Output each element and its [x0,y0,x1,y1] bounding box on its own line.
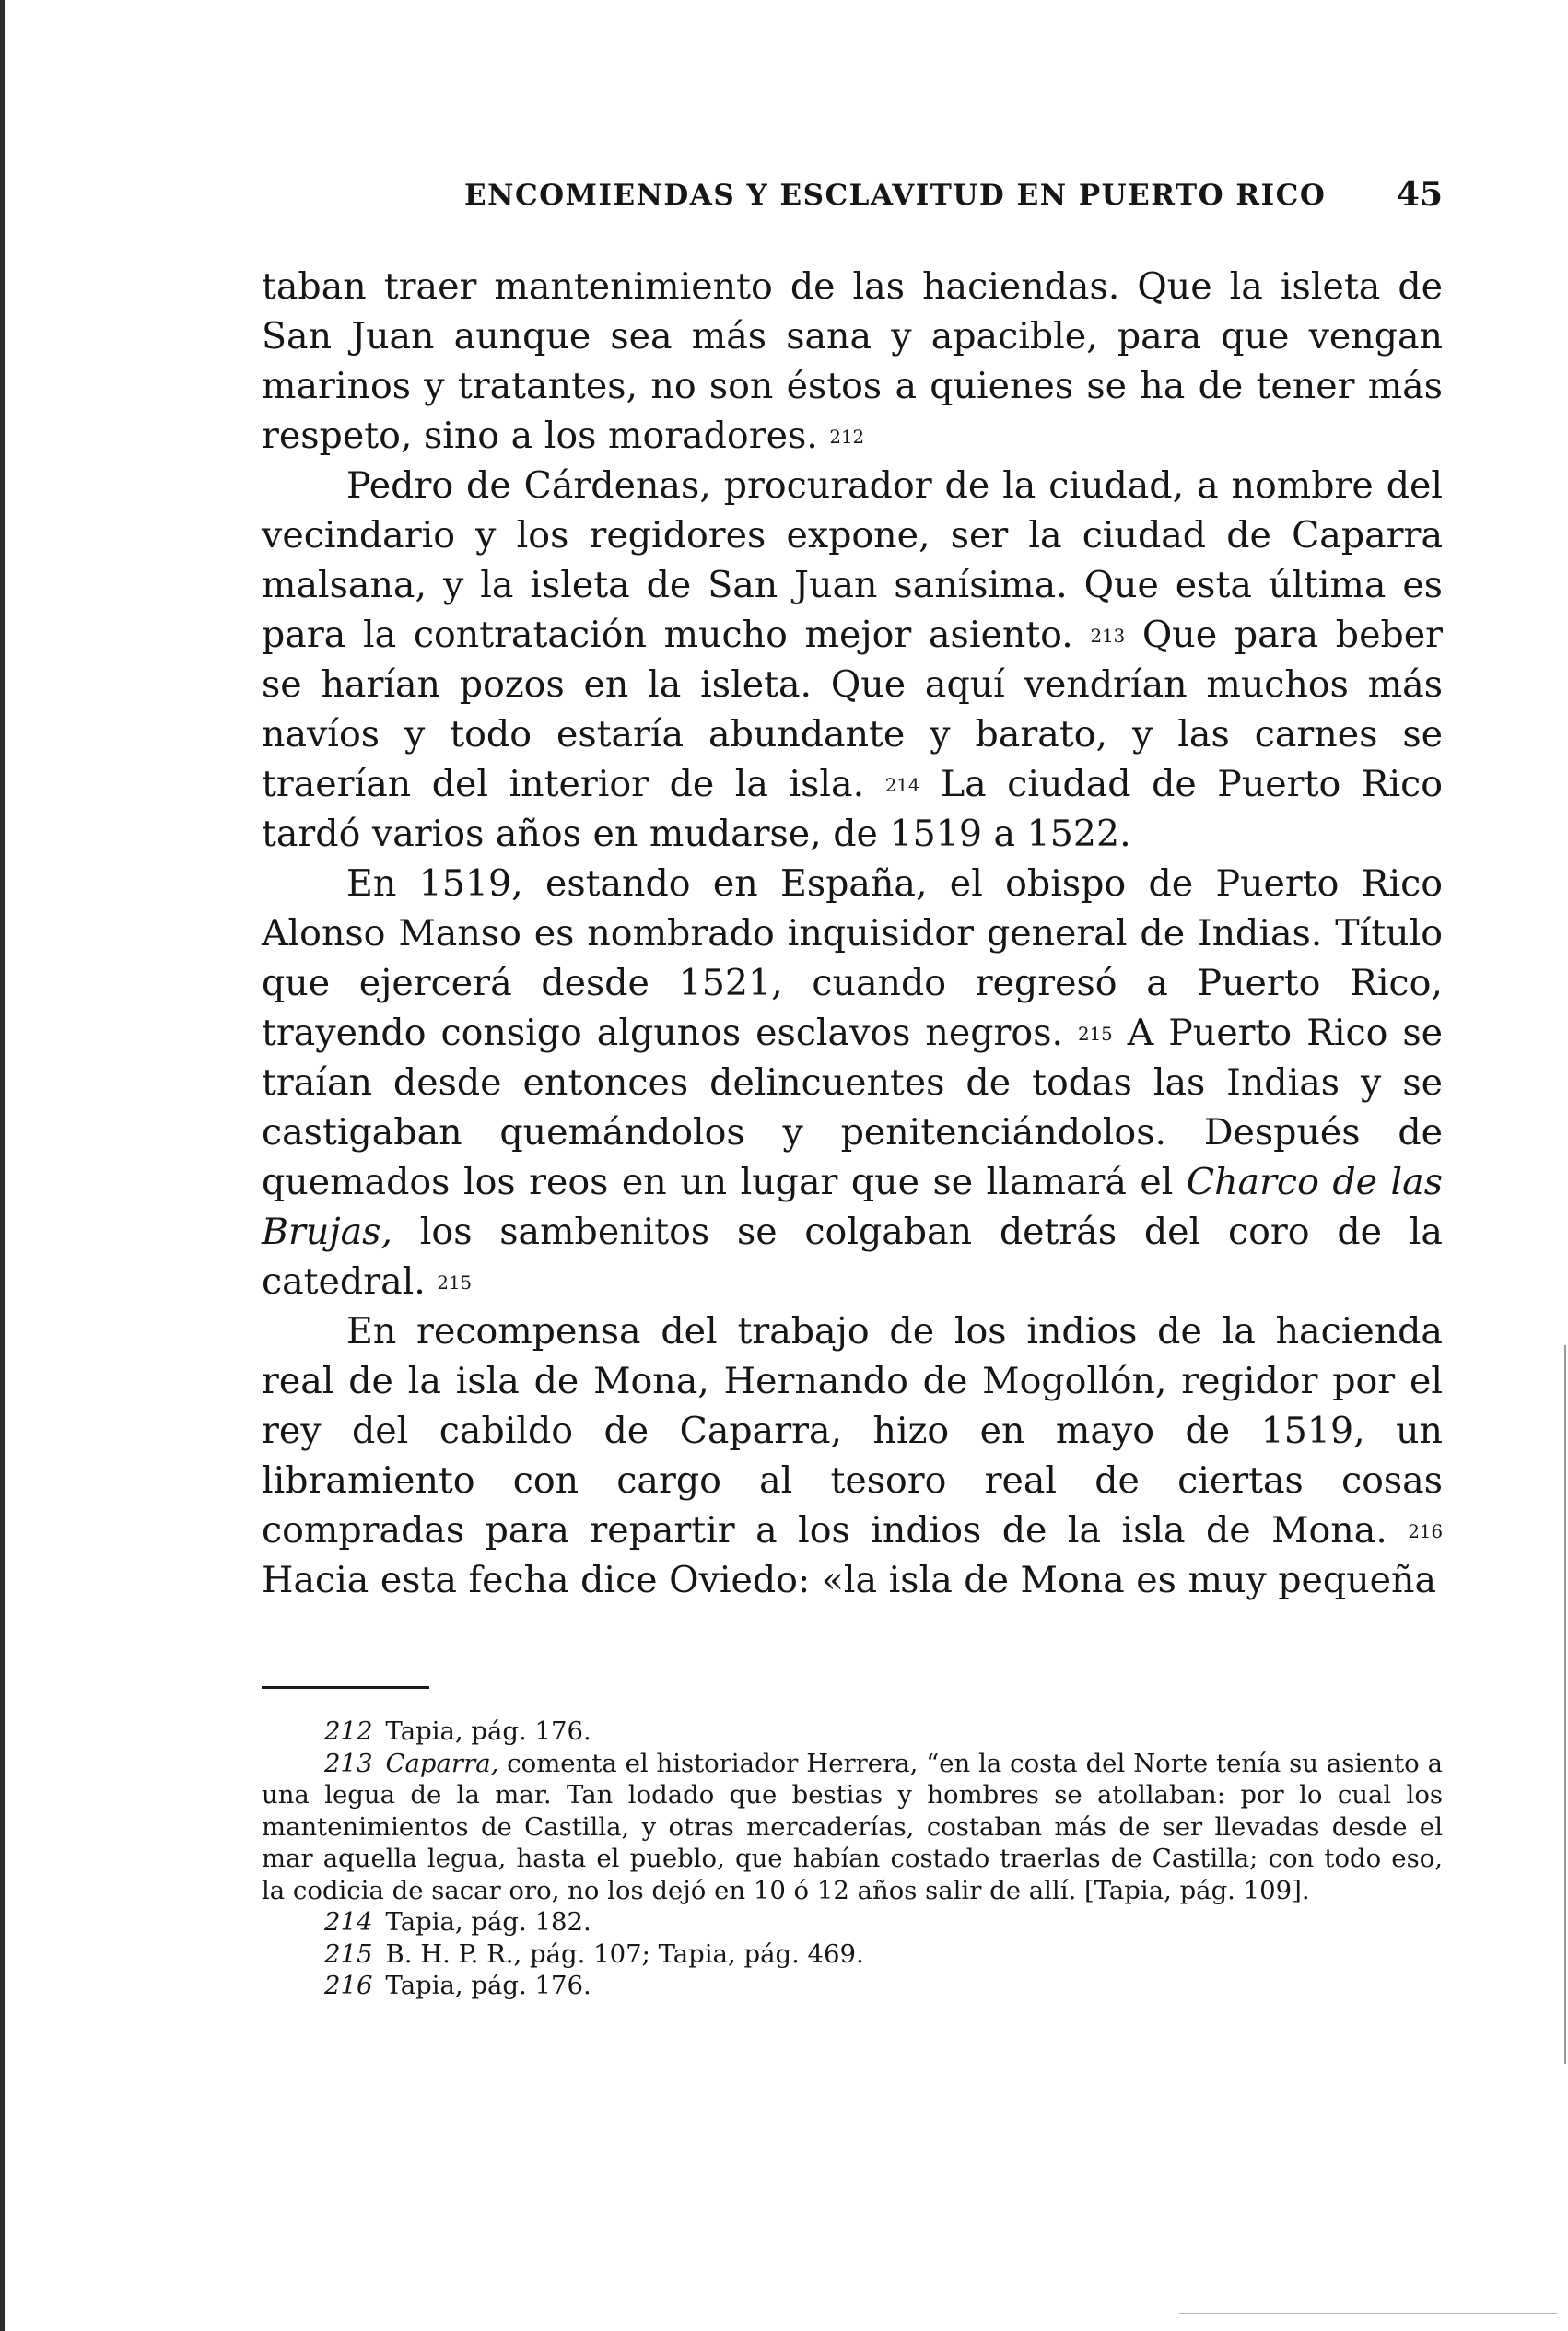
footnotes [262,1716,1443,2002]
footnote-number: 213 [324,1748,373,1778]
footnote-216 [262,1970,1443,2002]
page-header [262,175,1443,221]
footnote-text: Tapia, pág. 182. [385,1907,591,1937]
main-text [262,262,1443,1605]
footnote-ref: 215 [437,1272,473,1294]
paragraph-text: En 1519, estando en España, el obispo de Puerto Rico Alonso Manso es nombrado inquisidor general de Indias. Título que ejercerá desde 1521, cuando regresó a Puerto Rico, trayendo consigo algunos esclavos negros. [262,862,1443,1054]
running-title: ENCOMIENDAS Y ESCLAVITUD EN PUERTO RICO [464,179,1327,212]
footnote-number: 216 [324,1971,373,2000]
paragraph-2 [262,461,1443,859]
footnote-ref: 212 [829,427,865,448]
footnote-number: 215 [324,1939,373,1969]
footnote-215 [262,1939,1443,1971]
scan-left-edge [0,0,5,2331]
paragraph-text: En recompensa del trabajo de los indios de la hacienda real de la isla de Mona, Hernando de Mogollón, regidor por el rey del cabildo de Caparra, hizo en mayo de 1519, un libramiento con cargo al tesoro real de ciertas cosas compradas para repartir a los indios de la isla de Mona. [262,1310,1443,1552]
footnote-italic: Caparra, [385,1748,499,1778]
footnote-separator [262,1686,429,1689]
footnote-text: Tapia, pág. 176. [385,1971,591,2000]
footnote-text: Tapia, pág. 176. [385,1716,591,1746]
footnote-ref: 213 [1090,626,1126,647]
paragraph-text: La ciudad de Puerto Rico tardó varios años en mudarse, de 1519 a 1522. [262,763,1444,855]
footnote-number: 212 [324,1716,373,1746]
paragraph-text: Que para beber se harían pozos en la isleta. Que aquí vendrían muchos más navíos y todo estaría abundante y barato, y las carnes se traerían del interior de la isla. [262,614,1443,805]
paragraph-text: taban traer mantenimiento de las haciendas. Que la isleta de San Juan aunque sea más sana y apacible, para que vengan marinos y tratantes, no son éstos a quienes se ha de tener más respeto, sino a los moradores. [262,265,1443,457]
footnote-213 [262,1748,1443,1907]
paragraph-text: A Puerto Rico se traían desde entonces delincuentes de todas las Indias y se castigaban quemándolos y penitenciándolos. Después de quemados los reos en un lugar que se llamará el [262,1012,1444,1203]
paragraph-text: Pedro de Cárdenas, procurador de la ciudad, a nombre del vecindario y los regidores expone, ser la ciudad de Caparra malsana, y la isleta de San Juan sanísima. Que esta última es para la contratación mucho mejor asiento. [262,464,1443,656]
paragraph-text: Hacia esta fecha dice Oviedo: «la isla de Mona es muy pequeña [262,1559,1437,1601]
paragraph-3 [262,859,1443,1306]
footnote-text: B. H. P. R., pág. 107; Tapia, pág. 469. [385,1939,864,1969]
paragraph-4 [262,1306,1443,1605]
footnote-number: 214 [324,1907,373,1937]
scan-bottom-mark [1179,2313,1557,2314]
footnote-text: comenta el historiador Herrera, “en la costa del Norte tenía su asiento a una legua de la mar. Tan lodado que bestias y hombres se atollaban: por lo cual los mantenimientos de Castilla, y otras mercaderías, costaban más de ser llevadas desde el mar aquella legua, hasta el pueblo, que habían costado traerlas de Castilla; con todo eso, la codicia de sacar oro, no los dejó en 10 ó 12 años salir de allí. [Tapia, pág. 109]. [262,1748,1443,1905]
paragraph-text: los sambenitos se colgaban detrás del coro de la catedral. [262,1211,1443,1303]
footnote-ref: 216 [1408,1521,1444,1542]
paragraph-1 [262,262,1443,461]
italic-place-name: Charco de las Brujas, [262,1161,1443,1253]
footnote-ref: 215 [1078,1024,1113,1045]
footnote-212 [262,1716,1443,1748]
footnote-214 [262,1906,1443,1939]
page-number: 45 [1396,175,1443,214]
footnote-ref: 214 [884,775,920,796]
scan-right-edge-mark [1564,1345,1566,2064]
